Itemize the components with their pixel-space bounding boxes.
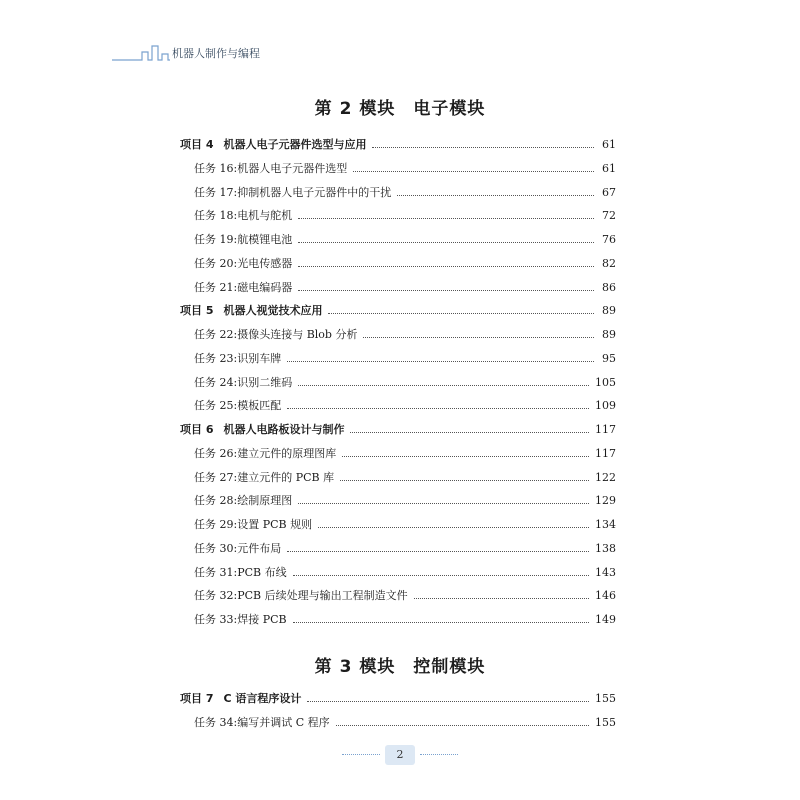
project-code: 项目 7 (180, 692, 214, 705)
module-number: 第 2 模块 (314, 99, 396, 119)
toc-task-row (194, 516, 616, 536)
project-code: 项目 4 (180, 138, 214, 151)
module-heading-3 (0, 652, 800, 677)
page-number: 109 (595, 399, 616, 413)
dot-leader (298, 290, 594, 291)
task-label: 任务 30:元件布局 (194, 541, 282, 555)
toc-task-row (194, 587, 616, 607)
running-header (112, 40, 282, 66)
page-number: 117 (595, 446, 616, 460)
page-number: 155 (595, 692, 616, 705)
task-label: 任务 29:设置 PCB 规则 (194, 518, 313, 531)
page-number: 86 (602, 280, 616, 294)
page-number: 89 (602, 304, 616, 318)
module-heading-2 (0, 94, 800, 119)
task-label: 任务 17:抑制机器人电子元器件中的干扰 (194, 185, 392, 199)
dot-leader (336, 725, 589, 726)
toc-task-row (194, 492, 616, 512)
task-label: 任务 16:机器人电子元器件选型 (194, 161, 348, 175)
project-title: 机器人电子元器件选型与应用 (223, 138, 367, 151)
page-number: 61 (602, 138, 616, 151)
page-number: 129 (595, 494, 616, 508)
dot-leader (298, 242, 594, 243)
footer-dot-rule (342, 754, 380, 755)
task-label: 任务 33:焊接 PCB (194, 613, 287, 626)
project-code: 项目 6 (180, 423, 214, 436)
module-name: 电子模块 (413, 99, 486, 119)
task-label: 任务 27:建立元件的 PCB 库 (194, 470, 335, 484)
toc-task-row (194, 611, 616, 631)
task-label: 任务 21:磁电编码器 (194, 280, 293, 294)
dot-leader (287, 408, 589, 409)
dot-leader (293, 622, 589, 623)
page-number: 143 (595, 565, 616, 579)
toc-project-row (180, 136, 616, 156)
dot-leader (328, 313, 594, 314)
toc-task-row (194, 540, 616, 560)
toc-task-row (194, 397, 616, 417)
toc-project-row (180, 421, 616, 441)
page-number: 138 (595, 541, 616, 555)
task-label: 任务 24:识别二维码 (194, 375, 293, 389)
toc-task-row (194, 564, 616, 584)
dot-leader (318, 527, 589, 528)
page-number: 117 (595, 423, 616, 436)
toc-task-row (194, 326, 616, 346)
task-label: 任务 20:光电传感器 (194, 256, 293, 270)
toc-task-row (194, 445, 616, 465)
task-label: 任务 26:建立元件的原理图库 (194, 446, 337, 460)
project-title: C 语言程序设计 (223, 692, 302, 705)
task-label: 任务 32:PCB 后续处理与输出工程制造文件 (194, 589, 408, 603)
page-number: 61 (602, 161, 616, 175)
toc-project-row (180, 302, 616, 322)
page-number: 122 (595, 470, 616, 484)
page-number: 89 (602, 328, 616, 341)
toc-task-row (194, 279, 616, 299)
toc-task-row (194, 207, 616, 227)
task-label: 任务 25:模板匹配 (194, 399, 282, 413)
task-label: 任务 31:PCB 布线 (194, 565, 287, 579)
task-label: 任务 18:电机与舵机 (194, 209, 293, 223)
task-label: 任务 22:摄像头连接与 Blob 分析 (194, 328, 358, 341)
page-number: 76 (602, 233, 616, 246)
dot-leader (363, 337, 594, 338)
dot-leader (372, 147, 594, 148)
page-number: 155 (595, 715, 616, 729)
page-number: 105 (595, 375, 616, 389)
dot-leader (342, 456, 589, 457)
dot-leader (298, 266, 594, 267)
city-skyline-icon (112, 40, 172, 66)
page-number: 95 (602, 351, 616, 365)
page-number: 72 (602, 209, 616, 223)
module-number: 第 3 模块 (314, 657, 396, 677)
page-number: 82 (602, 256, 616, 270)
toc-task-row (194, 714, 616, 734)
dot-leader (298, 385, 589, 386)
dot-leader (287, 551, 589, 552)
project-title: 机器人电路板设计与制作 (223, 423, 345, 436)
project-title: 机器人视觉技术应用 (223, 304, 323, 318)
dot-leader (350, 432, 589, 433)
dot-leader (298, 218, 594, 219)
dot-leader (287, 361, 594, 362)
page-number: 67 (602, 185, 616, 199)
page-folio: 2 (385, 745, 415, 765)
dot-leader (293, 575, 589, 576)
task-label: 任务 34:编写并调试 C 程序 (194, 715, 330, 729)
toc-task-row (194, 184, 616, 204)
toc-project-row (180, 690, 616, 710)
dot-leader (397, 195, 594, 196)
dot-leader (414, 598, 589, 599)
task-label: 任务 28:绘制原理图 (194, 494, 293, 508)
toc-task-row (194, 374, 616, 394)
toc-task-row (194, 160, 616, 180)
toc-task-row (194, 255, 616, 275)
toc-task-row (194, 231, 616, 251)
dot-leader (353, 171, 594, 172)
task-label: 任务 23:识别车牌 (194, 351, 282, 365)
toc-task-row (194, 469, 616, 489)
module-name: 控制模块 (413, 657, 486, 677)
dot-leader (340, 480, 589, 481)
dot-leader (307, 701, 589, 702)
footer-dot-rule (420, 754, 458, 755)
task-label: 任务 19:航模锂电池 (194, 233, 293, 246)
dot-leader (298, 503, 589, 504)
running-title: 机器人制作与编程 (172, 47, 260, 60)
project-code: 项目 5 (180, 304, 214, 318)
page-number: 134 (595, 518, 616, 531)
page-number: 149 (595, 613, 616, 626)
page-number: 146 (595, 589, 616, 603)
toc-task-row (194, 350, 616, 370)
